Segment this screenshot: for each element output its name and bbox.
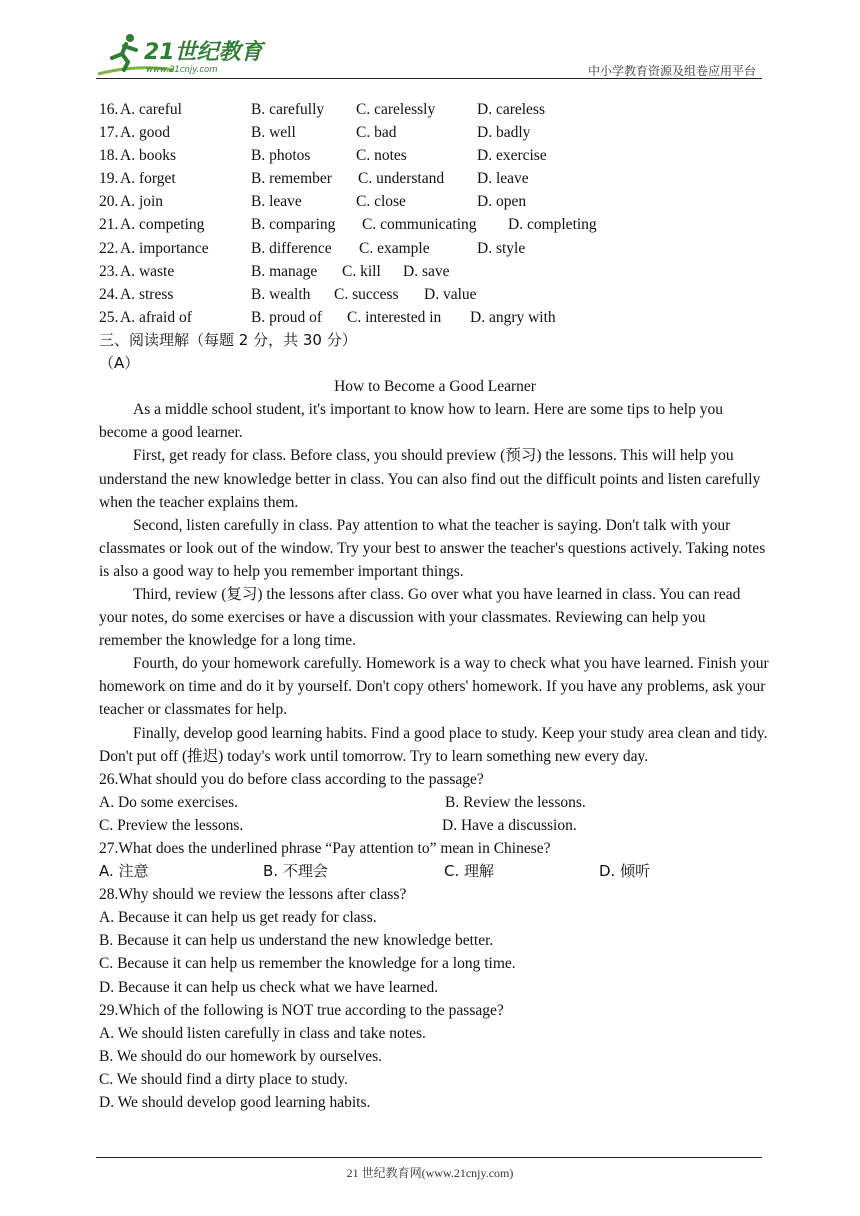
option-d: D. completing — [508, 216, 597, 234]
choice-row — [99, 237, 771, 260]
option-a: A. 注意 — [99, 862, 149, 881]
cloze-choices — [99, 98, 771, 329]
option-c: C. success — [334, 285, 399, 303]
passage-paragraph: As a middle school student, it's important to know how to learn. Here are some tips to help you become a good learner. — [99, 401, 723, 442]
header-tagline: 中小学教育资源及组卷应用平台 — [587, 64, 756, 78]
option-a: A. competing — [120, 216, 205, 234]
option-b: B. proud of — [251, 308, 323, 326]
option-d: D. leave — [477, 170, 529, 188]
option-b: B. Because it can help us understand the new knowledge better. — [99, 932, 494, 950]
choice-row — [99, 190, 771, 213]
question-number: 24. — [99, 285, 119, 303]
option-b: B. carefully — [251, 101, 325, 118]
option-c: C. understand — [358, 170, 445, 188]
choice-row — [99, 306, 771, 329]
logo-icon — [96, 30, 266, 78]
choice-row — [99, 213, 771, 236]
option-b: B. We should do our homework by ourselves. — [99, 1047, 383, 1065]
option-d: D. save — [403, 262, 450, 280]
option-c: C. example — [359, 239, 430, 257]
passage-paragraph: Fourth, do your homework carefully. Homework is a way to check what you have learned. Finish your homework on time and do it by yourself. Don't copy others' homework. If you have any problems, ask your teacher or classmates for help. — [99, 655, 769, 719]
option-d: D. careless — [477, 101, 545, 118]
option-d: D. value — [424, 285, 477, 303]
option-b: B. remember — [251, 170, 332, 188]
option-c: C. bad — [356, 124, 397, 142]
question-number: 19. — [99, 170, 119, 188]
option-b: B. manage — [251, 262, 318, 280]
question-26: 26.What should you do before class according to the passage? — [99, 770, 484, 788]
question-number: 17. — [99, 124, 119, 142]
choice-row — [99, 98, 771, 121]
passage-title: How to Become a Good Learner — [334, 378, 536, 396]
option-a: A. join — [120, 193, 164, 211]
option-a: A. Because it can help us get ready for class. — [99, 909, 377, 927]
option-d: D. 倾听 — [599, 862, 651, 881]
option-d: D. Because it can help us check what we have learned. — [99, 978, 439, 996]
option-c: C. interested in — [347, 308, 442, 326]
option-c: C. 理解 — [444, 862, 495, 881]
option-b: B. well — [251, 124, 296, 142]
passage-paragraph: Third, review (复习) the lessons after class. Go over what you have learned in class. You can read your notes, do some exercises or have a discussion with your classmates. Reviewing can help you remember the knowledge for a long time. — [99, 585, 741, 650]
option-b: B. leave — [251, 193, 302, 211]
option-b: B. 不理会 — [263, 862, 328, 881]
logo-url: www.21cnjy.com — [146, 65, 218, 75]
option-d: D. open — [477, 193, 527, 211]
option-d: D. Have a discussion. — [442, 816, 577, 834]
options-row — [99, 791, 771, 814]
option-c: C. carelessly — [356, 101, 436, 118]
option-b: B. difference — [251, 239, 332, 257]
passage-paragraph: Second, listen carefully in class. Pay attention to what the teacher is saying. Don't talk with your classmates or look out of the window. Try your best to answer the teacher's questions actively. Taking notes is also a good way to help you remember important things. — [99, 516, 766, 580]
options-row — [99, 814, 771, 837]
option-b: B. comparing — [251, 216, 336, 234]
choice-row — [99, 121, 771, 144]
option-a: A. forget — [120, 170, 176, 188]
option-c: C. communicating — [362, 216, 477, 234]
options-row — [99, 860, 771, 883]
option-c: C. We should find a dirty place to study. — [99, 1070, 348, 1088]
option-b: B. photos — [251, 147, 311, 165]
option-d: D. We should develop good learning habits. — [99, 1094, 371, 1112]
question-number: 21. — [99, 216, 119, 234]
option-a: A. We should listen carefully in class and take notes. — [99, 1024, 426, 1042]
section-title: 三、阅读理解（每题 2 分，共 30 分） — [99, 330, 357, 349]
choice-row — [99, 260, 771, 283]
option-a: A. importance — [120, 239, 209, 257]
question-number: 23. — [99, 262, 119, 280]
option-d: D. angry with — [470, 308, 556, 326]
option-c: C. Because it can help us remember the knowledge for a long time. — [99, 955, 516, 973]
question-28: 28.Why should we review the lessons after class? — [99, 886, 407, 904]
option-a: A. Do some exercises. — [99, 793, 239, 811]
choice-row — [99, 283, 771, 306]
question-27: 27.What does the underlined phrase “Pay attention to” mean in Chinese? — [99, 840, 551, 857]
part-label: （A） — [99, 354, 140, 373]
option-b: B. Review the lessons. — [445, 793, 586, 811]
option-d: D. exercise — [477, 147, 547, 165]
logo-text: 21世纪教育 — [144, 40, 263, 65]
page-footer: 21 世纪教育网(www.21cnjy.com) — [346, 1166, 514, 1180]
choice-row — [99, 167, 771, 190]
choice-row — [99, 144, 771, 167]
question-number: 25. — [99, 308, 119, 326]
passage-paragraph: Finally, develop good learning habits. Find a good place to study. Keep your study area clean and tidy. Don't put off (推迟) today's work until tomorrow. Try to learn something new every day. — [99, 724, 768, 765]
option-a: A. waste — [120, 262, 175, 280]
question-number: 16. — [99, 101, 119, 118]
option-a: A. careful — [120, 101, 182, 118]
footer-divider — [96, 1157, 762, 1158]
option-d: D. badly — [477, 124, 531, 142]
option-c: C. Preview the lessons. — [99, 816, 244, 834]
option-c: C. notes — [356, 147, 407, 165]
option-c: C. kill — [342, 262, 381, 280]
question-number: 22. — [99, 239, 119, 257]
page-header — [96, 30, 762, 78]
option-c: C. close — [356, 193, 406, 211]
question-number: 18. — [99, 147, 119, 165]
option-b: B. wealth — [251, 285, 311, 303]
question-29: 29.Which of the following is NOT true according to the passage? — [99, 1001, 504, 1019]
passage-paragraph: First, get ready for class. Before class, you should preview (预习) the lessons. This will help you understand the new knowledge better in class. You can also find out the difficult points and listen carefully when the teacher explains them. — [99, 447, 761, 511]
option-a: A. books — [120, 147, 176, 165]
option-a: A. afraid of — [120, 308, 192, 326]
exam-content — [99, 98, 771, 1114]
question-number: 20. — [99, 193, 119, 211]
option-a: A. good — [120, 124, 170, 142]
option-d: D. style — [477, 239, 526, 257]
header-divider — [96, 78, 762, 79]
option-a: A. stress — [120, 285, 174, 303]
